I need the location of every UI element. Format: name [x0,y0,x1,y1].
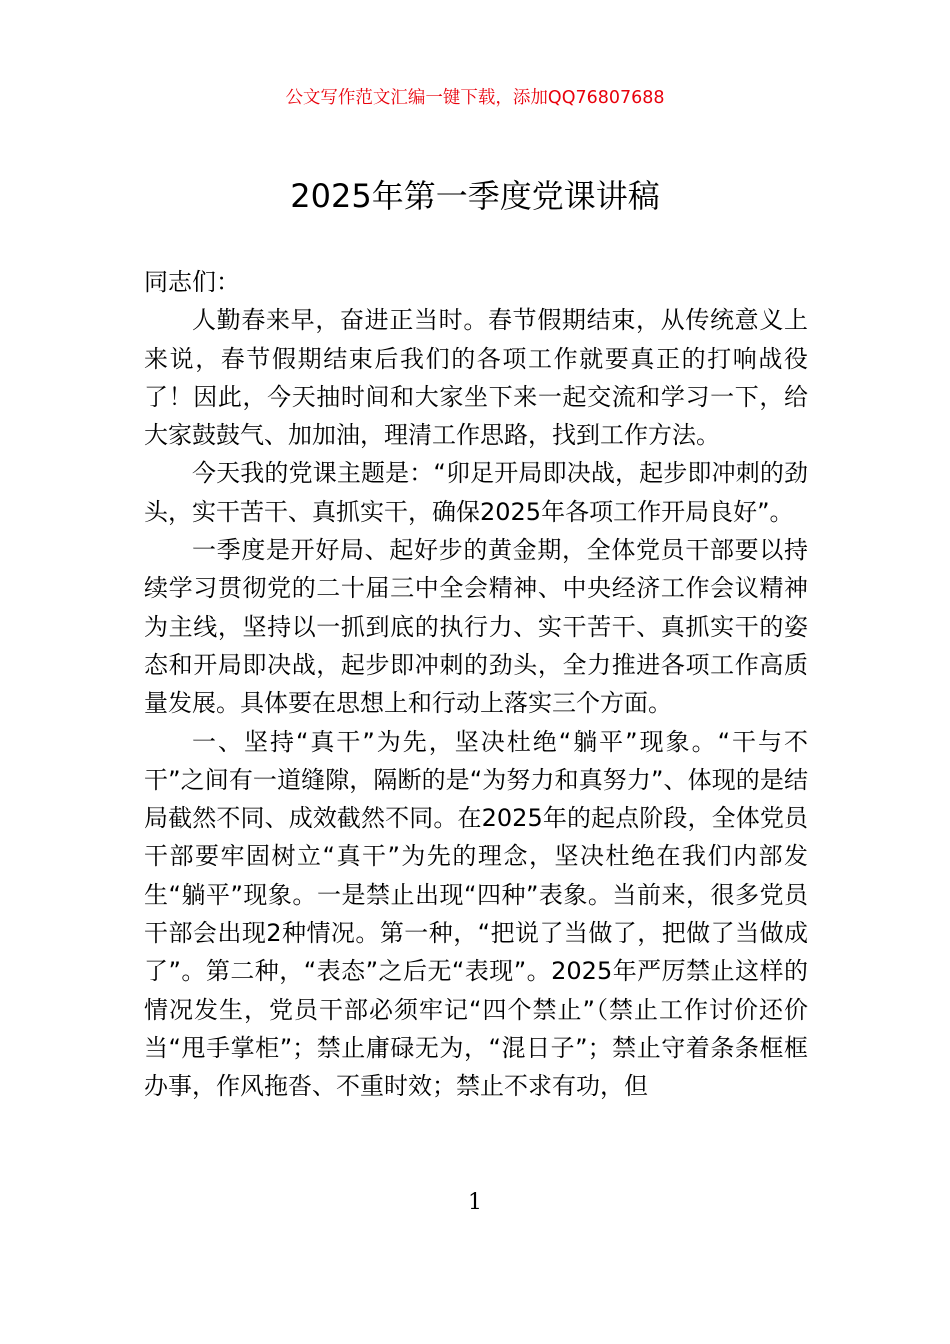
paragraph: 一、坚持“真干”为先，坚决杜绝“躺平”现象。“干与不干”之间有一道缝隙，隔断的是“为努力和真努力”、体现的是结局截然不同、成效截然不同。在2025年的起点阶段，全体党员干部要牢固树立“真干”为先的理念，坚决杜绝在我们内部发生“躺平”现象。一是禁止出现“四种”表象。当前来，很多党员干部会出现2种情况。第一种，“把说了当做了，把做了当做成了”。第二种，“表态”之后无“表现”。2025年严厉禁止这样的情况发生，党员干部必须牢记“四个禁止”（禁止工作讨价还价当“甩手掌柜”；禁止庸碌无为，“混日子”；禁止守着条条框框办事，作风拖沓、不重时效；禁止不求有功，但 [144,727,808,1101]
paragraph: 今天我的党课主题是：“卯足开局即决战，起步即冲刺的劲头，实干苦干、真抓实干，确保2025年各项工作开局良好”。 [144,459,808,526]
page-number: 1 [468,1190,482,1215]
document-body [144,263,808,1106]
watermark-text: 公文写作范文汇编一键下载，添加QQ76807688 [285,88,665,108]
page-title: 2025年第一季度党课讲稿 [290,177,660,215]
paragraph: 一季度是开好局、起好步的黄金期，全体党员干部要以持续学习贯彻党的二十届三中全会精神、中央经济工作会议精神为主线，坚持以一抓到底的执行力、实干苦干、真抓实干的姿态和开局即决战，起步即冲刺的劲头，全力推进各项工作高质量发展。具体要在思想上和行动上落实三个方面。 [144,536,808,718]
salutation: 同志们： [144,268,240,296]
paragraph: 人勤春来早，奋进正当时。春节假期结束，从传统意义上来说，春节假期结束后我们的各项工作就要真正的打响战役了！因此，今天抽时间和大家坐下来一起交流和学习一下，给大家鼓鼓气、加加油，理清工作思路，找到工作方法。 [144,306,808,450]
